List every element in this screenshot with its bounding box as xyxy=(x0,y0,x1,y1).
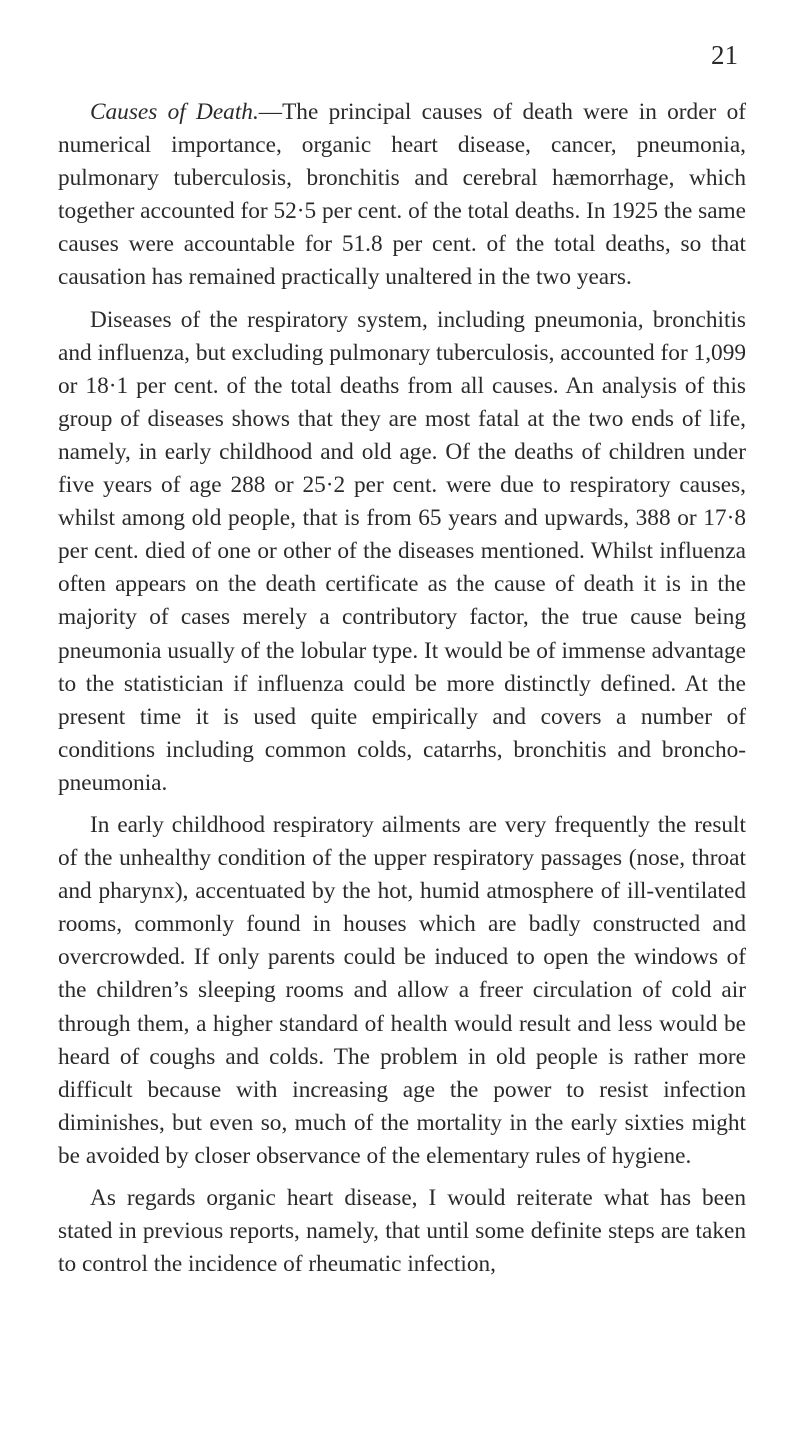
paragraph-causes-of-death xyxy=(58,96,746,295)
body-text xyxy=(58,96,746,1281)
paragraph-organic-heart-disease: As regards organic heart disease, I would reiterate what has been stated in previous reports, namely, that until some definite steps are taken to control the incidence of rheumatic infection, xyxy=(58,1185,746,1278)
paragraph-text: —The principal causes of death were in order of numerical importance, organic heart disease, cancer, pneumonia, pulmonary tuberculosis, bronchitis and cerebral hæmorrhage, which together accounted for 52·5 per cent. of the total deaths. In 1925 the same causes were accountable for 51.8 per cent. of the total deaths, so that causation has remained practically unaltered in the two years. xyxy=(58,99,746,291)
paragraph-respiratory-diseases: Diseases of the respiratory system, including pneumonia, bronchitis and influenza, but excluding pulmonary tuberculosis, accounted for 1,099 or 18·1 per cent. of the total deaths from all causes. An analysis of this group of diseases shows that they are most fatal at the two ends of life, namely, in early childhood and old age. Of the deaths of children under five years of age 288 or 25·2 per cent. were due to respiratory causes, whilst among old people, that is from 65 years and upwards, 388 or 17·8 per cent. died of one or other of the diseases mentioned. Whilst influenza often appears on the death certificate as the cause of death it is in the majority of cases merely a contributory factor, the true cause being pneumonia usually of the lobular type. It would be of immense advantage to the statistician if influenza could be more distinctly defined. At the present time it is used quite empirically and covers a number of conditions including common colds, catarrhs, bronchitis and broncho-pneumonia. xyxy=(58,306,746,796)
page-number: 21 xyxy=(711,40,738,70)
paragraph-early-childhood: In early childhood respiratory ailments are very frequently the result of the unhealthy condition of the upper respiratory passages (nose, throat and pharynx), accentuated by the hot, humid atmosphere of ill-ventilated rooms, commonly found in houses which are badly constructed and overcrowded. If only parents could be induced to open the windows of the children’s sleeping rooms and allow a freer circulation of cold air through them, a higher standard of health would result and less would be heard of coughs and colds. The problem in old people is rather more difficult because with increasing age the power to resist infection diminishes, but even so, much of the mortality in the early sixties might be avoided by closer observance of the elementary rules of hygiene. xyxy=(58,811,746,1169)
section-heading-causes-of-death: Causes of Death. xyxy=(90,99,259,125)
